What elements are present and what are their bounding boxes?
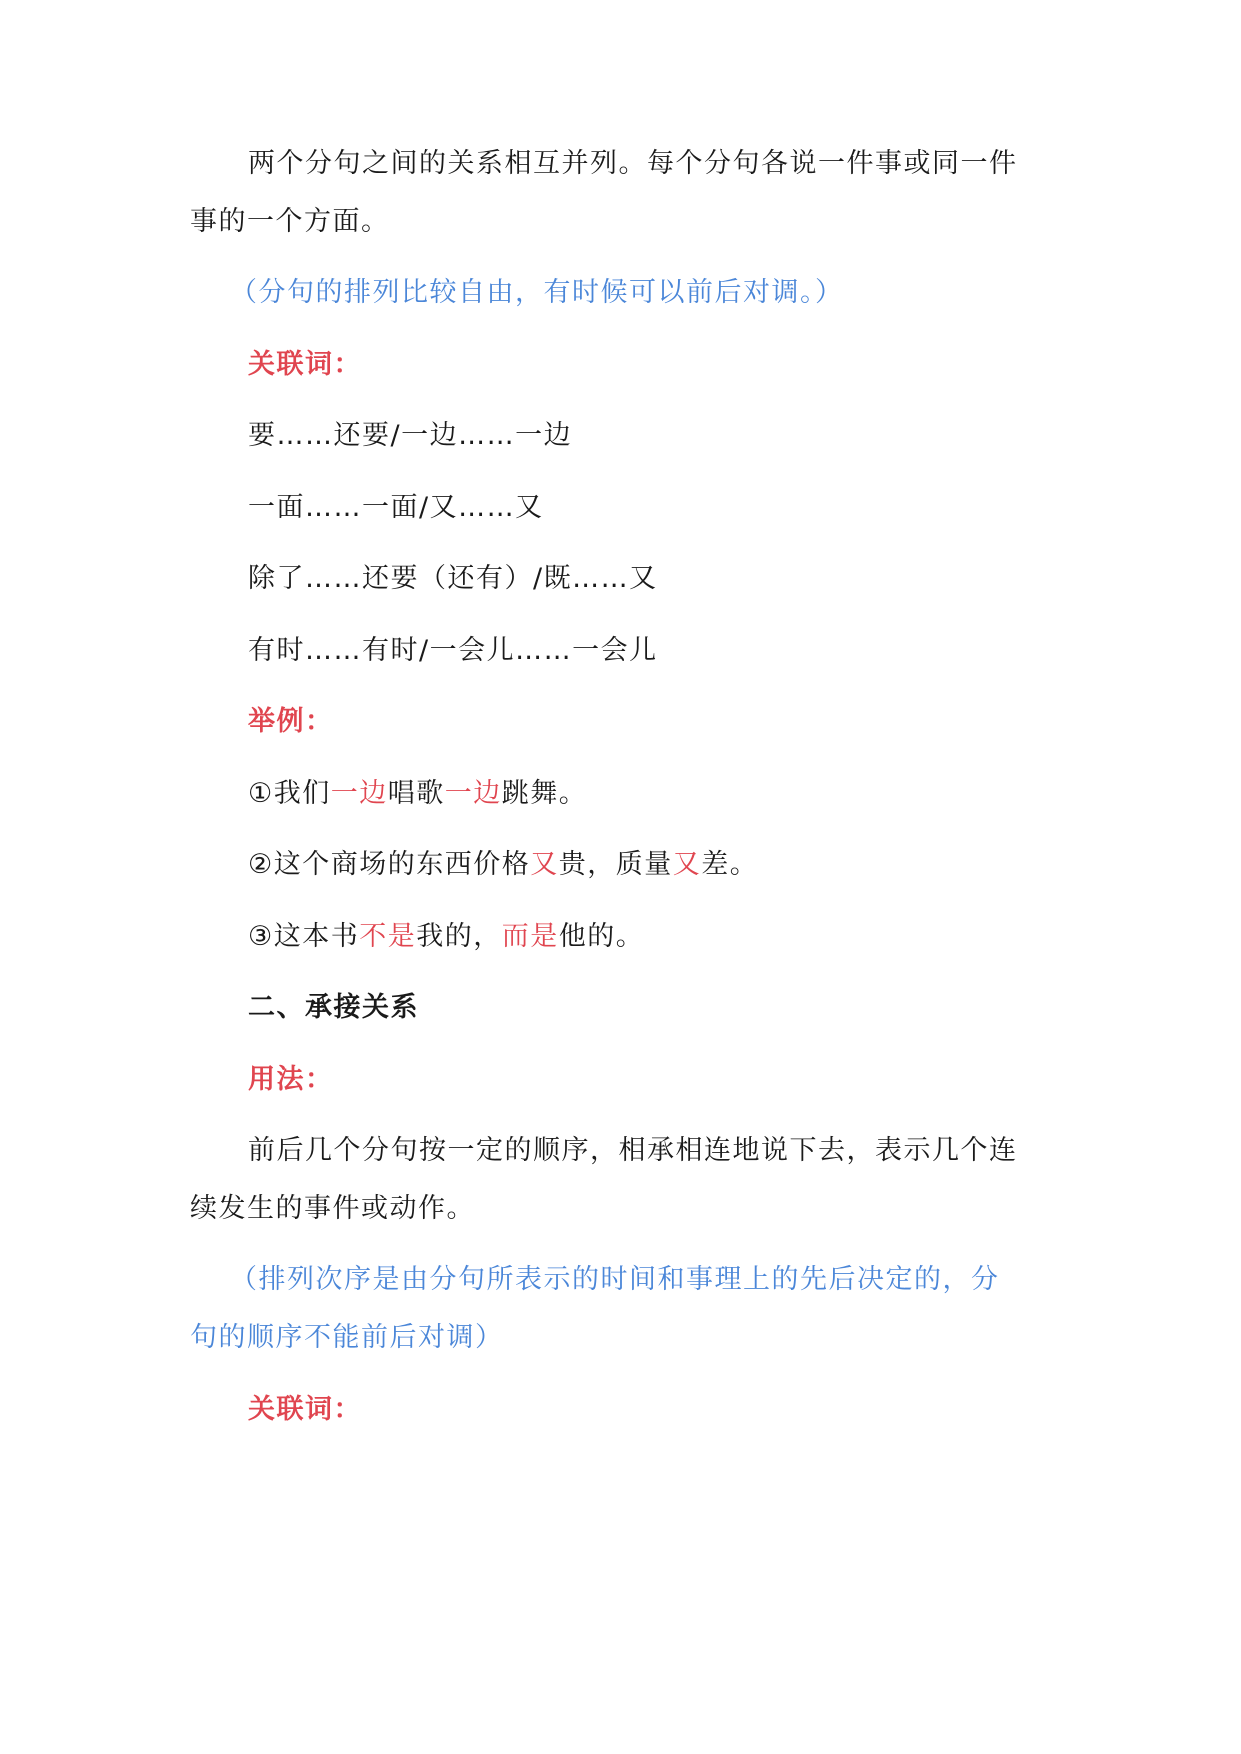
section-heading-sequential: 二、承接关系 xyxy=(248,992,419,1023)
sequential-note-line2: 句的顺序不能前后对调） xyxy=(190,1322,504,1353)
keyword-line-3: 除了……还要（还有）/既……又 xyxy=(248,563,658,594)
keyword-line-2: 一面……一面/又……又 xyxy=(248,492,544,523)
example-text: 差。 xyxy=(701,849,759,880)
example-text: ②这个商场的东西价格 xyxy=(248,849,531,880)
example-keyword: 一边 xyxy=(330,778,388,809)
example-keyword: 不是 xyxy=(359,921,417,952)
parallel-note: （分句的排列比较自由，有时候可以前后对调。） xyxy=(230,277,844,308)
example-text: ③这本书 xyxy=(248,921,360,952)
example-2 xyxy=(248,845,758,885)
usage-label: 用法： xyxy=(248,1064,334,1095)
example-keyword: 又 xyxy=(530,849,559,880)
example-text: ①我们 xyxy=(248,778,331,809)
keyword-line-4: 有时……有时/一会儿……一会儿 xyxy=(248,635,658,666)
paragraph-parallel-desc-line2: 事的一个方面。 xyxy=(190,206,390,237)
paragraph-sequential-desc-line1: 前后几个分句按一定的顺序，相承相连地说下去，表示几个连 xyxy=(248,1135,1018,1166)
example-1 xyxy=(248,774,587,814)
keywords-label-1: 关联词： xyxy=(248,349,362,380)
example-text: 唱歌 xyxy=(387,778,445,809)
keywords-label-2: 关联词： xyxy=(248,1394,362,1425)
example-3 xyxy=(248,917,644,957)
paragraph-parallel-desc-line1: 两个分句之间的关系相互并列。每个分句各说一件事或同一件 xyxy=(248,148,1018,179)
example-keyword: 又 xyxy=(672,849,702,880)
example-keyword: 一边 xyxy=(444,778,502,809)
paragraph-sequential-desc-line2: 续发生的事件或动作。 xyxy=(190,1193,475,1224)
example-text: 他的。 xyxy=(558,921,645,952)
example-text: 我的， xyxy=(416,921,502,952)
sequential-note-line1: （排列次序是由分句所表示的时间和事理上的先后决定的，分 xyxy=(230,1264,1000,1295)
keyword-line-1: 要……还要/一边……一边 xyxy=(248,420,573,451)
examples-label: 举例： xyxy=(248,706,334,737)
example-keyword: 而是 xyxy=(501,921,559,952)
example-text: 跳舞。 xyxy=(501,778,588,809)
example-text: 贵，质量 xyxy=(558,849,673,880)
